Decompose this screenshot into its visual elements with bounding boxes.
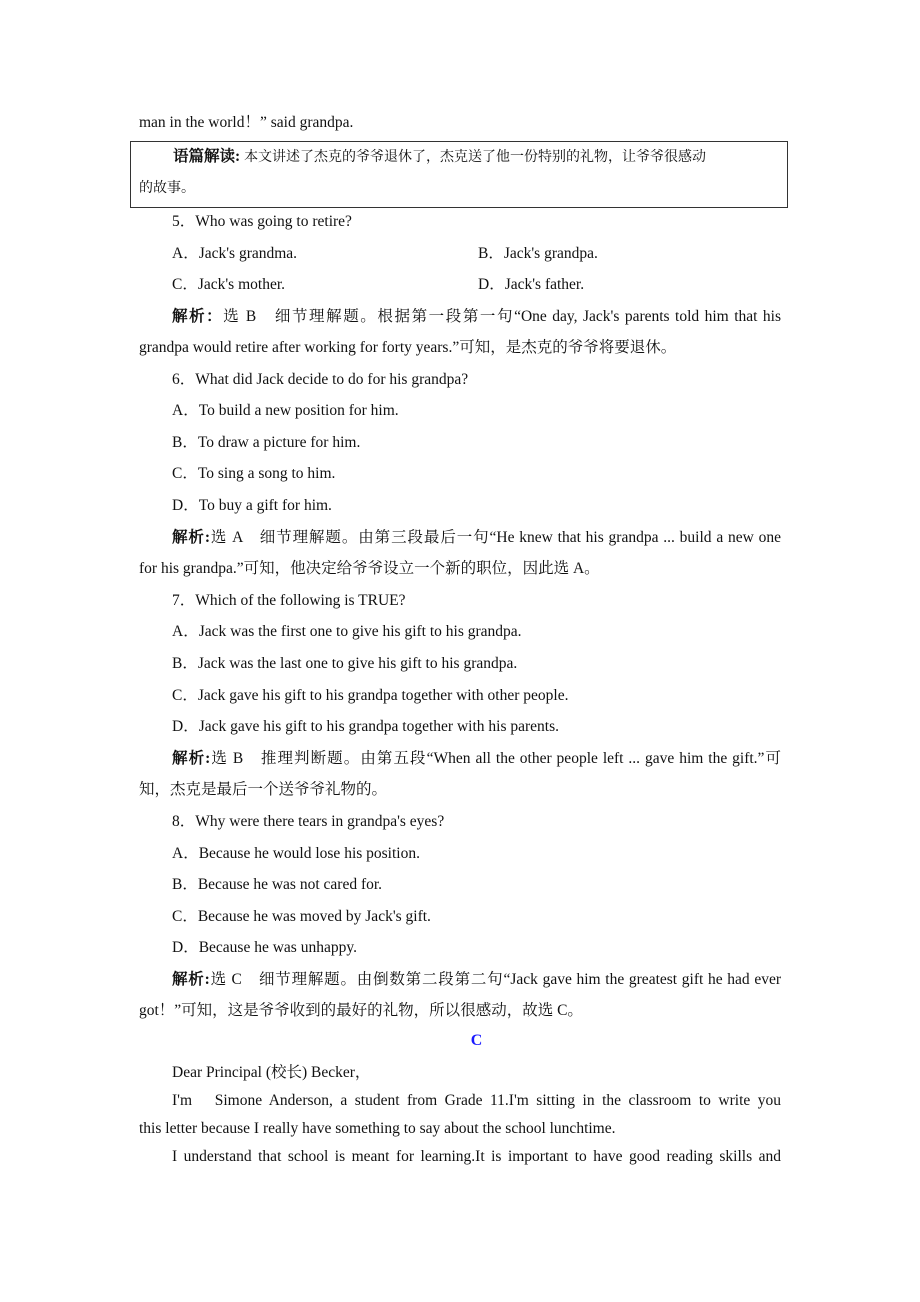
section-heading-c: C bbox=[470, 1032, 483, 1049]
question-number: 6． bbox=[172, 371, 196, 388]
option-b: B．Jack's grandpa. bbox=[478, 245, 598, 262]
q7-option-c: C．Jack gave his gift to his grandpa together with other people. bbox=[172, 687, 569, 704]
q5-options-row-2 bbox=[172, 275, 772, 295]
q7-option-d: D．Jack gave his gift to his grandpa together with his parents. bbox=[172, 718, 559, 735]
question-6 bbox=[172, 370, 468, 390]
q5-options-row-1 bbox=[172, 244, 772, 264]
letter-salutation: Dear Principal (校长) Becker， bbox=[172, 1064, 371, 1081]
option-a: A．Jack's grandma. bbox=[172, 245, 298, 262]
q7-analysis-line-2: 知，杰克是最后一个送爷爷礼物的。 bbox=[139, 781, 388, 798]
question-number: 8． bbox=[172, 813, 196, 830]
story-continuation: man in the world！” said grandpa. bbox=[139, 114, 354, 131]
letter-para-1-line-2: this letter because I really have something to say about the school lunchtime. bbox=[139, 1120, 616, 1137]
option-c: C．Jack's mother. bbox=[172, 276, 286, 293]
question-stem: Which of the following is TRUE? bbox=[195, 592, 406, 609]
question-stem: Who was going to retire? bbox=[195, 213, 352, 230]
q7-option-a: A．Jack was the first one to give his gift to his grandpa. bbox=[172, 623, 522, 640]
analysis-label: 解析: bbox=[172, 971, 210, 988]
q7-option-b: B．Jack was the last one to give his gift to his grandpa. bbox=[172, 655, 518, 672]
summary-text-1: 本文讲述了杰克的爷爷退休了，杰克送了他一份特别的礼物，让爷爷很感动 bbox=[244, 149, 707, 165]
q8-analysis-line-2: got！”可知，这是爷爷收到的最好的礼物，所以很感动，故选 C。 bbox=[139, 1002, 583, 1019]
summary-line-1: 语篇解读: 本文讲述了杰克的爷爷退休了，杰克送了他一份特别的礼物，让爷爷很感动 bbox=[173, 148, 707, 165]
q6-option-b: B．To draw a picture for him. bbox=[172, 434, 361, 451]
q8-option-d: D．Because he was unhappy. bbox=[172, 939, 357, 956]
analysis-label: 解析: bbox=[172, 529, 210, 546]
q7-analysis-line-1: 解析:选 B 推理判断题。由第五段“When all the other people left ... gave him the gift.”可 bbox=[172, 750, 781, 767]
question-8 bbox=[172, 812, 444, 832]
q6-option-d: D．To buy a gift for him. bbox=[172, 497, 332, 514]
q6-analysis-line-2: for his grandpa.”可知，他决定给爷爷设立一个新的职位，因此选 A。 bbox=[139, 560, 600, 577]
analysis-label: 解析： bbox=[172, 308, 224, 325]
question-7 bbox=[172, 591, 405, 611]
q5-analysis-line-2: grandpa would retire after working for forty years.”可知，是杰克的爷爷将要退休。 bbox=[139, 339, 677, 356]
q6-option-a: A．To build a new position for him. bbox=[172, 402, 399, 419]
q8-analysis-line-1: 解析:选 C 细节理解题。由倒数第二段第二句“Jack gave him the greatest gift he had ever bbox=[172, 971, 781, 988]
letter-para-2-line-1: I understand that school is meant for learning.It is important to have good reading skills and bbox=[172, 1148, 781, 1165]
question-number: 7． bbox=[172, 592, 196, 609]
letter-para-1-line-1: I'm Simone Anderson, a student from Grade 11.I'm sitting in the classroom to write you bbox=[172, 1092, 781, 1109]
q8-option-b: B．Because he was not cared for. bbox=[172, 876, 383, 893]
summary-box bbox=[130, 141, 788, 208]
q6-analysis-line-1: 解析:选 A 细节理解题。由第三段最后一句“He knew that his grandpa ... build a new one bbox=[172, 529, 781, 546]
question-stem: Why were there tears in grandpa's eyes? bbox=[195, 813, 445, 830]
q8-option-a: A．Because he would lose his position. bbox=[172, 845, 420, 862]
question-5 bbox=[172, 212, 352, 232]
question-number: 5． bbox=[172, 213, 196, 230]
summary-line-2: 的故事。 bbox=[139, 180, 195, 196]
question-stem: What did Jack decide to do for his grandpa? bbox=[195, 371, 469, 388]
summary-label: 语篇解读 bbox=[173, 148, 236, 165]
option-d: D．Jack's father. bbox=[478, 276, 585, 293]
q5-analysis-line-1: 解析：选 B 细节理解题。根据第一段第一句“One day, Jack's parents told him that his bbox=[172, 308, 781, 325]
analysis-label: 解析: bbox=[172, 750, 211, 767]
q8-option-c: C．Because he was moved by Jack's gift. bbox=[172, 908, 431, 925]
q6-option-c: C．To sing a song to him. bbox=[172, 465, 336, 482]
